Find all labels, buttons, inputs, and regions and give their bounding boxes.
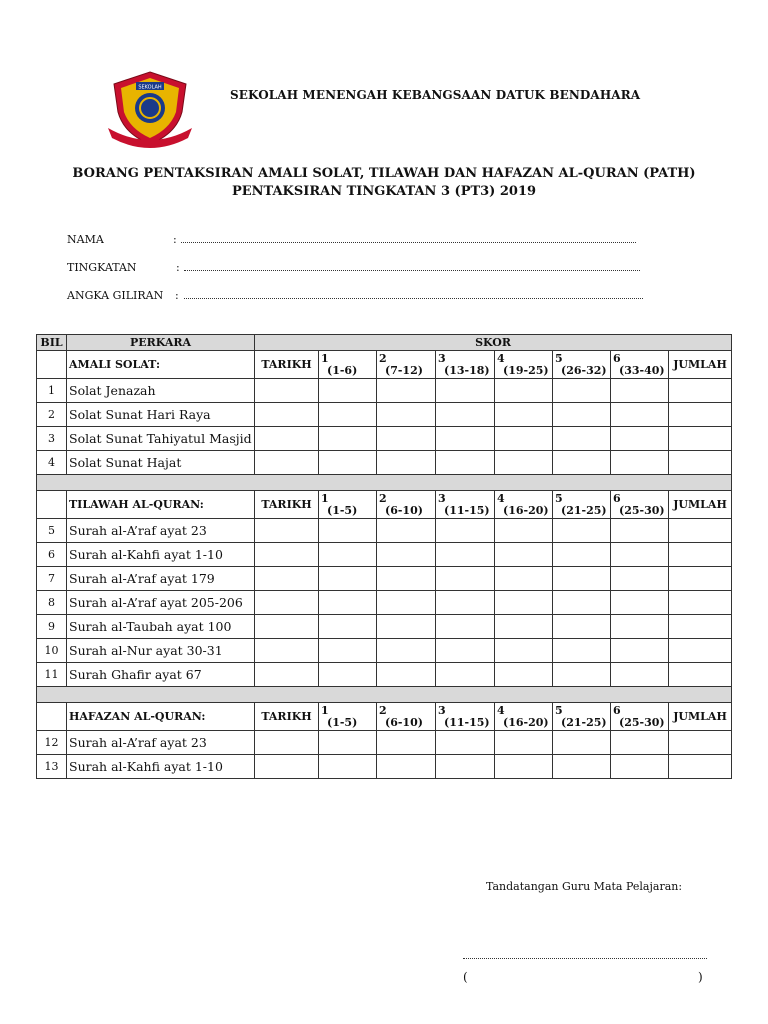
score-band-range: (1-6) bbox=[327, 363, 358, 377]
field-colon: : bbox=[176, 261, 180, 274]
score-entry-cell[interactable] bbox=[669, 663, 732, 687]
table-row bbox=[37, 639, 732, 663]
score-entry-cell[interactable] bbox=[255, 615, 319, 639]
score-entry-cell[interactable] bbox=[255, 567, 319, 591]
section-title: TILAWAH AL-QURAN: bbox=[67, 491, 255, 519]
row-bil: 3 bbox=[37, 427, 67, 451]
score-entry-cell[interactable] bbox=[377, 451, 436, 475]
score-entry-cell[interactable] bbox=[436, 731, 495, 755]
score-entry-cell[interactable] bbox=[611, 427, 669, 451]
score-band-header bbox=[553, 491, 611, 519]
score-entry-cell[interactable] bbox=[611, 639, 669, 663]
score-entry-cell[interactable] bbox=[495, 543, 553, 567]
score-entry-cell[interactable] bbox=[436, 615, 495, 639]
score-entry-cell[interactable] bbox=[669, 379, 732, 403]
score-entry-cell[interactable] bbox=[436, 567, 495, 591]
tingkatan-blank-line[interactable] bbox=[184, 260, 640, 271]
section-bil-cell bbox=[37, 703, 67, 731]
jumlah-header: JUMLAH bbox=[669, 491, 732, 519]
table-row bbox=[37, 615, 732, 639]
table-row bbox=[37, 731, 732, 755]
row-bil: 8 bbox=[37, 591, 67, 615]
score-entry-cell[interactable] bbox=[319, 731, 377, 755]
score-band-header bbox=[436, 703, 495, 731]
score-entry-cell[interactable] bbox=[255, 731, 319, 755]
score-entry-cell[interactable] bbox=[255, 663, 319, 687]
score-entry-cell[interactable] bbox=[319, 755, 377, 779]
score-band-range: (7-12) bbox=[385, 363, 423, 377]
row-perkara: Solat Sunat Hari Raya bbox=[67, 403, 255, 427]
score-entry-cell[interactable] bbox=[436, 427, 495, 451]
signature-label: Tandatangan Guru Mata Pelajaran: bbox=[486, 880, 683, 893]
score-entry-cell[interactable] bbox=[495, 427, 553, 451]
signature-open-bracket: ( bbox=[463, 970, 468, 984]
score-entry-cell[interactable] bbox=[495, 567, 553, 591]
separator-cell bbox=[37, 475, 732, 491]
score-band-number: 3 bbox=[438, 351, 446, 365]
score-entry-cell[interactable] bbox=[255, 543, 319, 567]
row-bil: 13 bbox=[37, 755, 67, 779]
score-entry-cell[interactable] bbox=[436, 451, 495, 475]
table-row bbox=[37, 591, 732, 615]
score-entry-cell[interactable] bbox=[669, 403, 732, 427]
score-entry-cell[interactable] bbox=[319, 451, 377, 475]
score-entry-cell[interactable] bbox=[553, 427, 611, 451]
school-name: SEKOLAH MENENGAH KEBANGSAAN DATUK BENDAHARA bbox=[230, 88, 641, 102]
score-band-header bbox=[495, 703, 553, 731]
score-band-range: (1-5) bbox=[327, 715, 358, 729]
nama-blank-line[interactable] bbox=[181, 232, 636, 243]
table-body bbox=[37, 351, 732, 779]
score-entry-cell[interactable] bbox=[495, 615, 553, 639]
signature-line[interactable] bbox=[463, 950, 707, 959]
score-entry-cell[interactable] bbox=[436, 403, 495, 427]
score-entry-cell[interactable] bbox=[611, 615, 669, 639]
score-band-number: 4 bbox=[497, 491, 505, 505]
score-band-range: (19-25) bbox=[503, 363, 549, 377]
score-band-number: 6 bbox=[613, 351, 621, 365]
score-band-number: 5 bbox=[555, 491, 563, 505]
header-bil: BIL bbox=[37, 335, 67, 351]
row-bil: 10 bbox=[37, 639, 67, 663]
row-perkara: Surah al-Kahfi ayat 1-10 bbox=[67, 543, 255, 567]
row-bil: 7 bbox=[37, 567, 67, 591]
header-perkara: PERKARA bbox=[67, 335, 255, 351]
score-entry-cell[interactable] bbox=[611, 543, 669, 567]
row-perkara: Surah al-Kahfi ayat 1-10 bbox=[67, 755, 255, 779]
score-entry-cell[interactable] bbox=[319, 567, 377, 591]
score-band-number: 1 bbox=[321, 351, 329, 365]
score-entry-cell[interactable] bbox=[495, 639, 553, 663]
score-band-header bbox=[611, 351, 669, 379]
score-entry-cell[interactable] bbox=[377, 427, 436, 451]
score-band-range: (6-10) bbox=[385, 715, 423, 729]
score-band-header bbox=[495, 351, 553, 379]
score-band-header bbox=[495, 491, 553, 519]
row-perkara: Surah al-A’raf ayat 23 bbox=[67, 731, 255, 755]
score-band-number: 1 bbox=[321, 703, 329, 717]
score-entry-cell[interactable] bbox=[436, 543, 495, 567]
score-entry-cell[interactable] bbox=[436, 663, 495, 687]
score-entry-cell[interactable] bbox=[611, 403, 669, 427]
score-entry-cell[interactable] bbox=[436, 519, 495, 543]
score-band-header bbox=[553, 703, 611, 731]
score-entry-cell[interactable] bbox=[377, 543, 436, 567]
score-entry-cell[interactable] bbox=[436, 755, 495, 779]
field-label: TINGKATAN bbox=[67, 261, 137, 274]
table-row bbox=[37, 567, 732, 591]
score-entry-cell[interactable] bbox=[669, 639, 732, 663]
score-entry-cell[interactable] bbox=[495, 379, 553, 403]
table-row bbox=[37, 663, 732, 687]
table-row bbox=[37, 543, 732, 567]
score-band-range: (21-25) bbox=[561, 715, 607, 729]
score-entry-cell[interactable] bbox=[611, 519, 669, 543]
row-bil: 1 bbox=[37, 379, 67, 403]
score-entry-cell[interactable] bbox=[495, 731, 553, 755]
angka-giliran-blank-line[interactable] bbox=[184, 288, 643, 299]
score-band-range: (6-10) bbox=[385, 503, 423, 517]
score-band-header bbox=[377, 351, 436, 379]
row-perkara: Surah Ghafir ayat 67 bbox=[67, 663, 255, 687]
score-entry-cell[interactable] bbox=[377, 615, 436, 639]
score-entry-cell[interactable] bbox=[553, 663, 611, 687]
score-band-number: 4 bbox=[497, 351, 505, 365]
section-separator bbox=[37, 687, 732, 703]
field-label: NAMA bbox=[67, 233, 104, 246]
score-band-header bbox=[436, 491, 495, 519]
score-entry-cell[interactable] bbox=[553, 403, 611, 427]
school-crest-icon bbox=[106, 68, 194, 148]
score-entry-cell[interactable] bbox=[377, 591, 436, 615]
table-row bbox=[37, 755, 732, 779]
section-title: HAFAZAN AL-QURAN: bbox=[67, 703, 255, 731]
row-perkara: Surah al-A’raf ayat 23 bbox=[67, 519, 255, 543]
score-entry-cell[interactable] bbox=[669, 567, 732, 591]
score-band-number: 4 bbox=[497, 703, 505, 717]
score-band-number: 2 bbox=[379, 351, 387, 365]
score-entry-cell[interactable] bbox=[669, 731, 732, 755]
score-entry-cell[interactable] bbox=[669, 591, 732, 615]
score-entry-cell[interactable] bbox=[319, 591, 377, 615]
score-band-number: 5 bbox=[555, 703, 563, 717]
score-entry-cell[interactable] bbox=[495, 451, 553, 475]
row-perkara: Solat Sunat Hajat bbox=[67, 451, 255, 475]
section-title: AMALI SOLAT: bbox=[67, 351, 255, 379]
section-bil-cell bbox=[37, 351, 67, 379]
score-band-range: (21-25) bbox=[561, 503, 607, 517]
score-band-header bbox=[319, 703, 377, 731]
score-entry-cell[interactable] bbox=[553, 591, 611, 615]
signature-close-bracket: ) bbox=[698, 970, 703, 984]
score-entry-cell[interactable] bbox=[669, 427, 732, 451]
header-skor: SKOR bbox=[255, 335, 732, 351]
score-entry-cell[interactable] bbox=[255, 639, 319, 663]
row-perkara: Solat Jenazah bbox=[67, 379, 255, 403]
section-bil-cell bbox=[37, 491, 67, 519]
score-band-range: (1-5) bbox=[327, 503, 358, 517]
score-entry-cell[interactable] bbox=[319, 639, 377, 663]
score-entry-cell[interactable] bbox=[255, 451, 319, 475]
section-header-row bbox=[37, 491, 732, 519]
field-colon: : bbox=[175, 289, 179, 302]
score-entry-cell[interactable] bbox=[669, 615, 732, 639]
score-entry-cell[interactable] bbox=[255, 403, 319, 427]
score-band-range: (16-20) bbox=[503, 503, 549, 517]
score-entry-cell[interactable] bbox=[255, 755, 319, 779]
jumlah-header: JUMLAH bbox=[669, 351, 732, 379]
jumlah-header: JUMLAH bbox=[669, 703, 732, 731]
score-entry-cell[interactable] bbox=[319, 427, 377, 451]
tarikh-header: TARIKH bbox=[255, 491, 319, 519]
score-entry-cell[interactable] bbox=[611, 451, 669, 475]
score-band-header bbox=[436, 351, 495, 379]
score-entry-cell[interactable] bbox=[377, 731, 436, 755]
score-entry-cell[interactable] bbox=[319, 663, 377, 687]
score-entry-cell[interactable] bbox=[553, 379, 611, 403]
score-entry-cell[interactable] bbox=[553, 639, 611, 663]
score-entry-cell[interactable] bbox=[611, 591, 669, 615]
score-entry-cell[interactable] bbox=[669, 755, 732, 779]
logo-banner-text: SEKOLAH bbox=[138, 84, 162, 91]
score-band-header bbox=[377, 703, 436, 731]
row-bil: 9 bbox=[37, 615, 67, 639]
score-entry-cell[interactable] bbox=[495, 663, 553, 687]
score-entry-cell[interactable] bbox=[319, 379, 377, 403]
score-entry-cell[interactable] bbox=[553, 755, 611, 779]
score-band-number: 1 bbox=[321, 491, 329, 505]
field-label: ANGKA GILIRAN bbox=[67, 289, 164, 302]
score-band-number: 2 bbox=[379, 703, 387, 717]
score-entry-cell[interactable] bbox=[319, 519, 377, 543]
score-band-range: (16-20) bbox=[503, 715, 549, 729]
score-entry-cell[interactable] bbox=[611, 755, 669, 779]
row-bil: 11 bbox=[37, 663, 67, 687]
score-entry-cell[interactable] bbox=[377, 639, 436, 663]
score-band-number: 3 bbox=[438, 703, 446, 717]
score-band-range: (33-40) bbox=[619, 363, 665, 377]
section-header-row bbox=[37, 351, 732, 379]
row-perkara: Surah al-A’raf ayat 205-206 bbox=[67, 591, 255, 615]
score-entry-cell[interactable] bbox=[319, 543, 377, 567]
score-band-range: (25-30) bbox=[619, 715, 665, 729]
table-row bbox=[37, 379, 732, 403]
table-row bbox=[37, 427, 732, 451]
score-entry-cell[interactable] bbox=[553, 567, 611, 591]
score-entry-cell[interactable] bbox=[255, 591, 319, 615]
score-entry-cell[interactable] bbox=[377, 755, 436, 779]
score-entry-cell[interactable] bbox=[377, 403, 436, 427]
tarikh-header: TARIKH bbox=[255, 703, 319, 731]
score-entry-cell[interactable] bbox=[436, 379, 495, 403]
score-entry-cell[interactable] bbox=[377, 663, 436, 687]
row-perkara: Surah al-Nur ayat 30-31 bbox=[67, 639, 255, 663]
score-entry-cell[interactable] bbox=[611, 663, 669, 687]
row-bil: 6 bbox=[37, 543, 67, 567]
score-entry-cell[interactable] bbox=[611, 567, 669, 591]
score-band-header bbox=[611, 491, 669, 519]
row-bil: 5 bbox=[37, 519, 67, 543]
score-entry-cell[interactable] bbox=[669, 451, 732, 475]
score-band-number: 5 bbox=[555, 351, 563, 365]
score-entry-cell[interactable] bbox=[319, 403, 377, 427]
row-bil: 2 bbox=[37, 403, 67, 427]
score-entry-cell[interactable] bbox=[255, 427, 319, 451]
form-title: BORANG PENTAKSIRAN AMALI SOLAT, TILAWAH DAN HAFAZAN AL-QURAN (PATH) bbox=[72, 166, 696, 181]
score-entry-cell[interactable] bbox=[255, 519, 319, 543]
score-band-range: (26-32) bbox=[561, 363, 607, 377]
score-entry-cell[interactable] bbox=[611, 731, 669, 755]
score-entry-cell[interactable] bbox=[255, 379, 319, 403]
score-entry-cell[interactable] bbox=[669, 543, 732, 567]
row-perkara: Surah al-Taubah ayat 100 bbox=[67, 615, 255, 639]
score-entry-cell[interactable] bbox=[553, 615, 611, 639]
section-header-row bbox=[37, 703, 732, 731]
tarikh-header: TARIKH bbox=[255, 351, 319, 379]
score-entry-cell[interactable] bbox=[319, 615, 377, 639]
score-entry-cell[interactable] bbox=[553, 451, 611, 475]
separator-cell bbox=[37, 687, 732, 703]
field-colon: : bbox=[173, 233, 177, 246]
score-entry-cell[interactable] bbox=[377, 567, 436, 591]
score-entry-cell[interactable] bbox=[495, 519, 553, 543]
score-band-range: (25-30) bbox=[619, 503, 665, 517]
table-row bbox=[37, 403, 732, 427]
score-entry-cell[interactable] bbox=[436, 639, 495, 663]
score-entry-cell[interactable] bbox=[553, 731, 611, 755]
row-perkara: Surah al-A’raf ayat 179 bbox=[67, 567, 255, 591]
row-bil: 12 bbox=[37, 731, 67, 755]
assessment-table bbox=[36, 334, 732, 779]
score-band-header bbox=[319, 351, 377, 379]
form-subtitle: PENTAKSIRAN TINGKATAN 3 (PT3) 2019 bbox=[231, 184, 537, 199]
score-entry-cell[interactable] bbox=[495, 755, 553, 779]
score-entry-cell[interactable] bbox=[553, 519, 611, 543]
score-entry-cell[interactable] bbox=[495, 403, 553, 427]
score-entry-cell[interactable] bbox=[611, 379, 669, 403]
score-band-number: 2 bbox=[379, 491, 387, 505]
score-entry-cell[interactable] bbox=[553, 543, 611, 567]
score-band-number: 6 bbox=[613, 703, 621, 717]
score-band-number: 3 bbox=[438, 491, 446, 505]
score-entry-cell[interactable] bbox=[377, 379, 436, 403]
score-band-header bbox=[611, 703, 669, 731]
row-perkara: Solat Sunat Tahiyatul Masjid bbox=[67, 427, 255, 451]
score-band-range: (11-15) bbox=[444, 503, 490, 517]
score-entry-cell[interactable] bbox=[377, 519, 436, 543]
score-entry-cell[interactable] bbox=[669, 519, 732, 543]
score-band-header bbox=[319, 491, 377, 519]
score-band-header bbox=[377, 491, 436, 519]
section-separator bbox=[37, 475, 732, 491]
score-entry-cell[interactable] bbox=[436, 591, 495, 615]
table-row bbox=[37, 451, 732, 475]
table-row bbox=[37, 519, 732, 543]
score-entry-cell[interactable] bbox=[495, 591, 553, 615]
score-band-range: (13-18) bbox=[444, 363, 490, 377]
score-band-number: 6 bbox=[613, 491, 621, 505]
score-band-header bbox=[553, 351, 611, 379]
row-bil: 4 bbox=[37, 451, 67, 475]
score-band-range: (11-15) bbox=[444, 715, 490, 729]
